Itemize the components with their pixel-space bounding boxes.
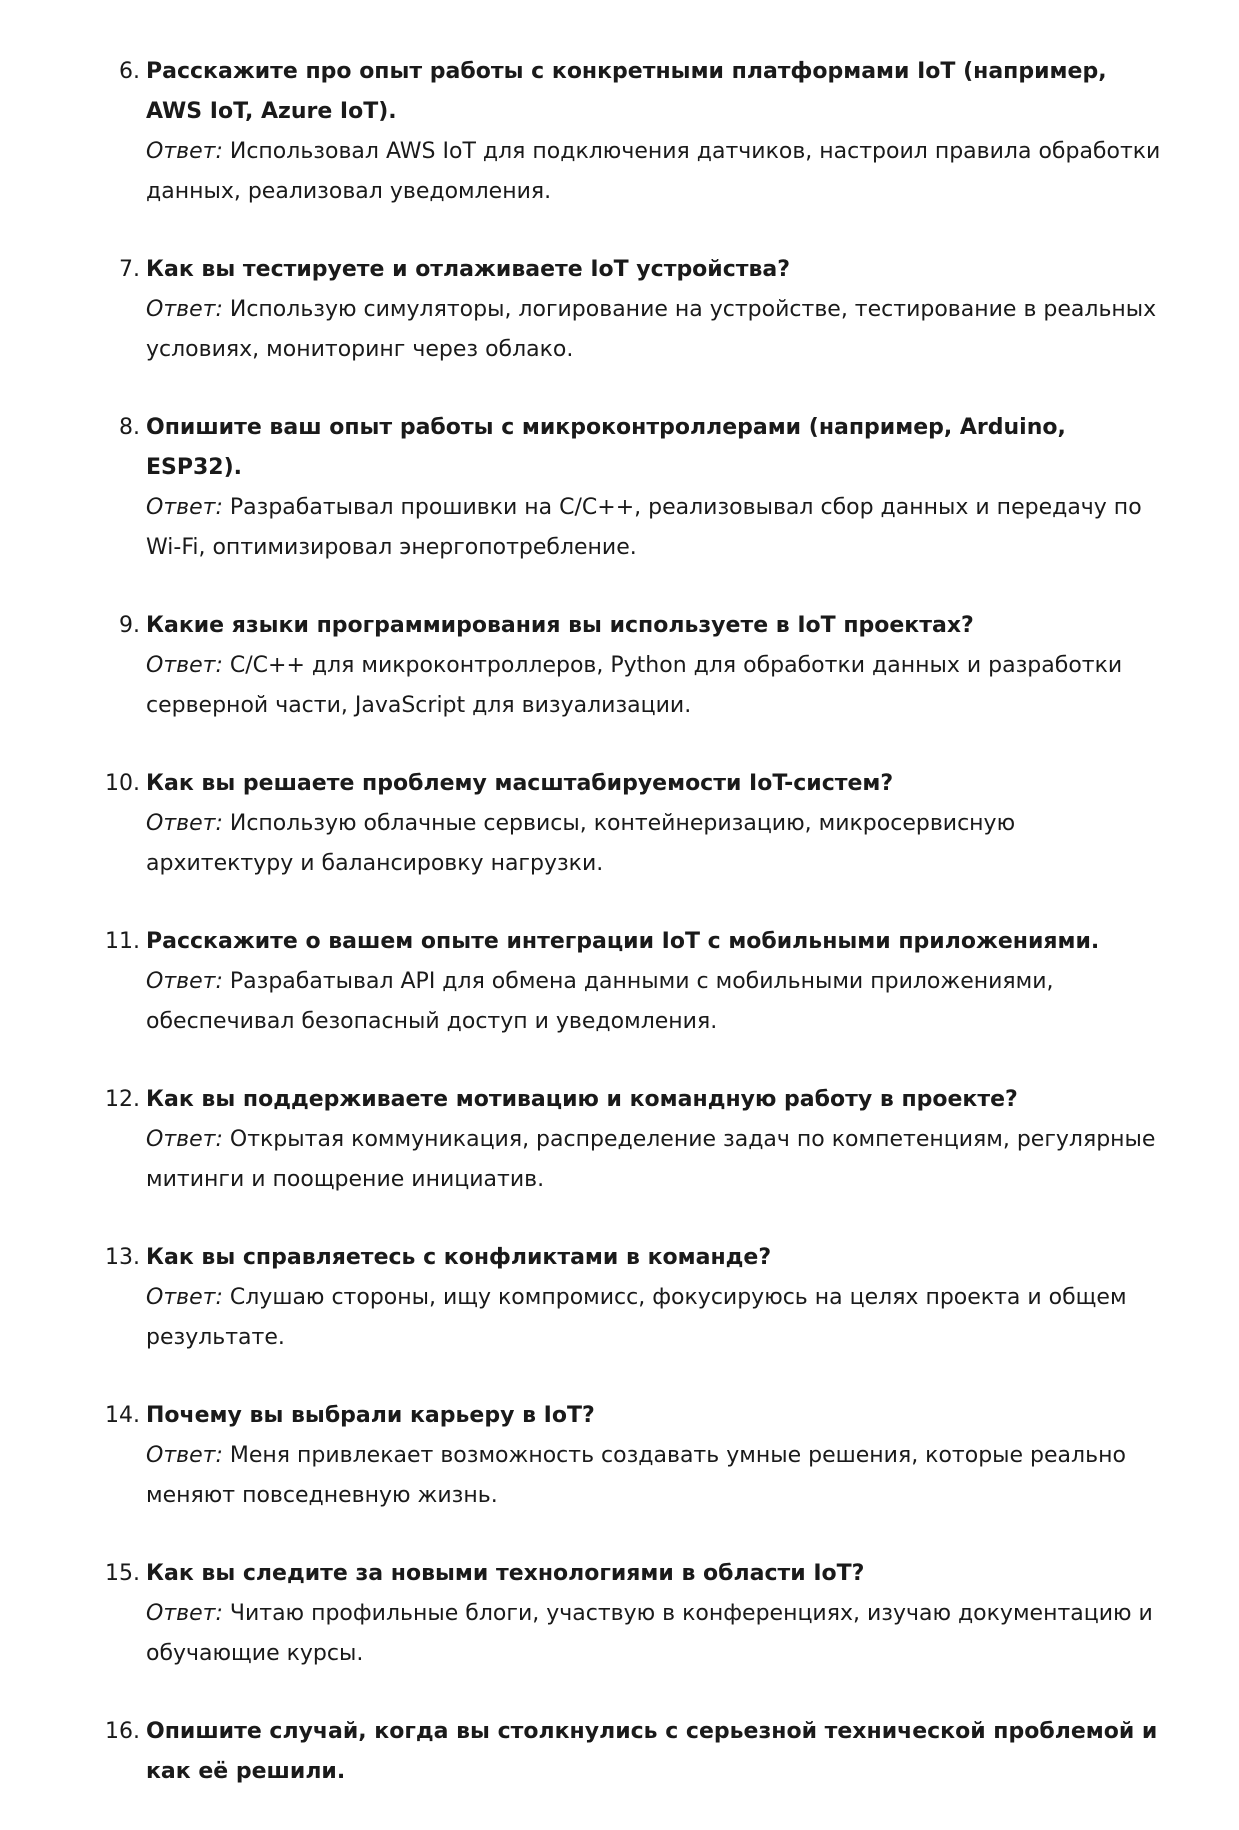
item-number: 12.	[105, 1087, 140, 1112]
item-number: 6.	[119, 59, 140, 84]
answer-text: Использую облачные сервисы, контейнеризацию, микросервисную архитектуру и балансировку нагрузки.	[146, 811, 1016, 876]
question-text: Опишите ваш опыт работы с микроконтроллерами (например, Arduino, ESP32).	[146, 415, 1066, 480]
answer-text: Использую симуляторы, логирование на устройстве, тестирование в реальных условиях, мониторинг через облако.	[146, 297, 1157, 362]
list-item	[0, 606, 1239, 726]
answer-block	[146, 1436, 1169, 1516]
question-text: Опишите случай, когда вы столкнулись с серьезной технической проблемой и как её решили.	[146, 1719, 1158, 1784]
answer-label: Ответ:	[146, 811, 223, 836]
answer-block	[146, 962, 1169, 1042]
list-item	[0, 1238, 1239, 1358]
answer-text: Читаю профильные блоги, участвую в конференциях, изучаю документацию и обучающие курсы.	[146, 1601, 1153, 1666]
answer-text: Меня привлекает возможность создавать умные решения, которые реально меняют повседневную жизнь.	[146, 1443, 1126, 1508]
question-text: Расскажите про опыт работы с конкретными платформами IoT (например, AWS IoT, Azure IoT).	[146, 59, 1107, 124]
question-text: Как вы справляетесь с конфликтами в команде?	[146, 1245, 772, 1270]
document-page	[0, 52, 1239, 1830]
list-item	[0, 250, 1239, 370]
item-number: 13.	[105, 1245, 140, 1270]
question-text: Как вы решаете проблему масштабируемости IoT-систем?	[146, 771, 894, 796]
list-item	[0, 1554, 1239, 1674]
list-item	[0, 922, 1239, 1042]
answer-text: C/C++ для микроконтроллеров, Python для обработки данных и разработки серверной части, JavaScript для визуализации.	[146, 653, 1123, 718]
answer-block	[146, 646, 1169, 726]
answer-label: Ответ:	[146, 969, 223, 994]
answer-block	[146, 1278, 1169, 1358]
item-number: 8.	[119, 415, 140, 440]
answer-block	[146, 1120, 1169, 1200]
list-item	[0, 1712, 1239, 1792]
answer-block	[146, 290, 1169, 370]
qa-list	[0, 52, 1239, 1792]
question-text: Как вы тестируете и отлаживаете IoT устройства?	[146, 257, 791, 282]
answer-text: Слушаю стороны, ищу компромисс, фокусируюсь на целях проекта и общем результате.	[146, 1285, 1127, 1350]
answer-text: Открытая коммуникация, распределение задач по компетенциям, регулярные митинги и поощрение инициатив.	[146, 1127, 1156, 1192]
answer-text: Разрабатывал API для обмена данными с мобильными приложениями, обеспечивал безопасный доступ и уведомления.	[146, 969, 1054, 1034]
item-number: 7.	[119, 257, 140, 282]
answer-label: Ответ:	[146, 1443, 223, 1468]
item-number: 14.	[105, 1403, 140, 1428]
answer-block	[146, 132, 1169, 212]
answer-label: Ответ:	[146, 297, 223, 322]
answer-label: Ответ:	[146, 139, 223, 164]
answer-label: Ответ:	[146, 653, 223, 678]
answer-label: Ответ:	[146, 1285, 223, 1310]
question-text: Расскажите о вашем опыте интеграции IoT с мобильными приложениями.	[146, 929, 1100, 954]
question-text: Какие языки программирования вы используете в IoT проектах?	[146, 613, 974, 638]
question-text: Как вы следите за новыми технологиями в области IoT?	[146, 1561, 865, 1586]
list-item	[0, 1396, 1239, 1516]
answer-label: Ответ:	[146, 1601, 223, 1626]
list-item	[0, 52, 1239, 212]
list-item	[0, 408, 1239, 568]
answer-block	[146, 1594, 1169, 1674]
item-number: 9.	[119, 613, 140, 638]
item-number: 15.	[105, 1561, 140, 1586]
answer-label: Ответ:	[146, 495, 223, 520]
answer-block	[146, 804, 1169, 884]
answer-text: Разрабатывал прошивки на C/C++, реализовывал сбор данных и передачу по Wi-Fi, оптимизировал энергопотребление.	[146, 495, 1142, 560]
answer-label: Ответ:	[146, 1127, 223, 1152]
question-text: Почему вы выбрали карьеру в IoT?	[146, 1403, 595, 1428]
answer-text: Использовал AWS IoT для подключения датчиков, настроил правила обработки данных, реализовал уведомления.	[146, 139, 1161, 204]
item-number: 10.	[105, 771, 140, 796]
list-item	[0, 764, 1239, 884]
question-text: Как вы поддерживаете мотивацию и командную работу в проекте?	[146, 1087, 1018, 1112]
answer-block	[146, 488, 1169, 568]
item-number: 11.	[105, 929, 140, 954]
list-item	[0, 1080, 1239, 1200]
item-number: 16.	[105, 1719, 140, 1744]
